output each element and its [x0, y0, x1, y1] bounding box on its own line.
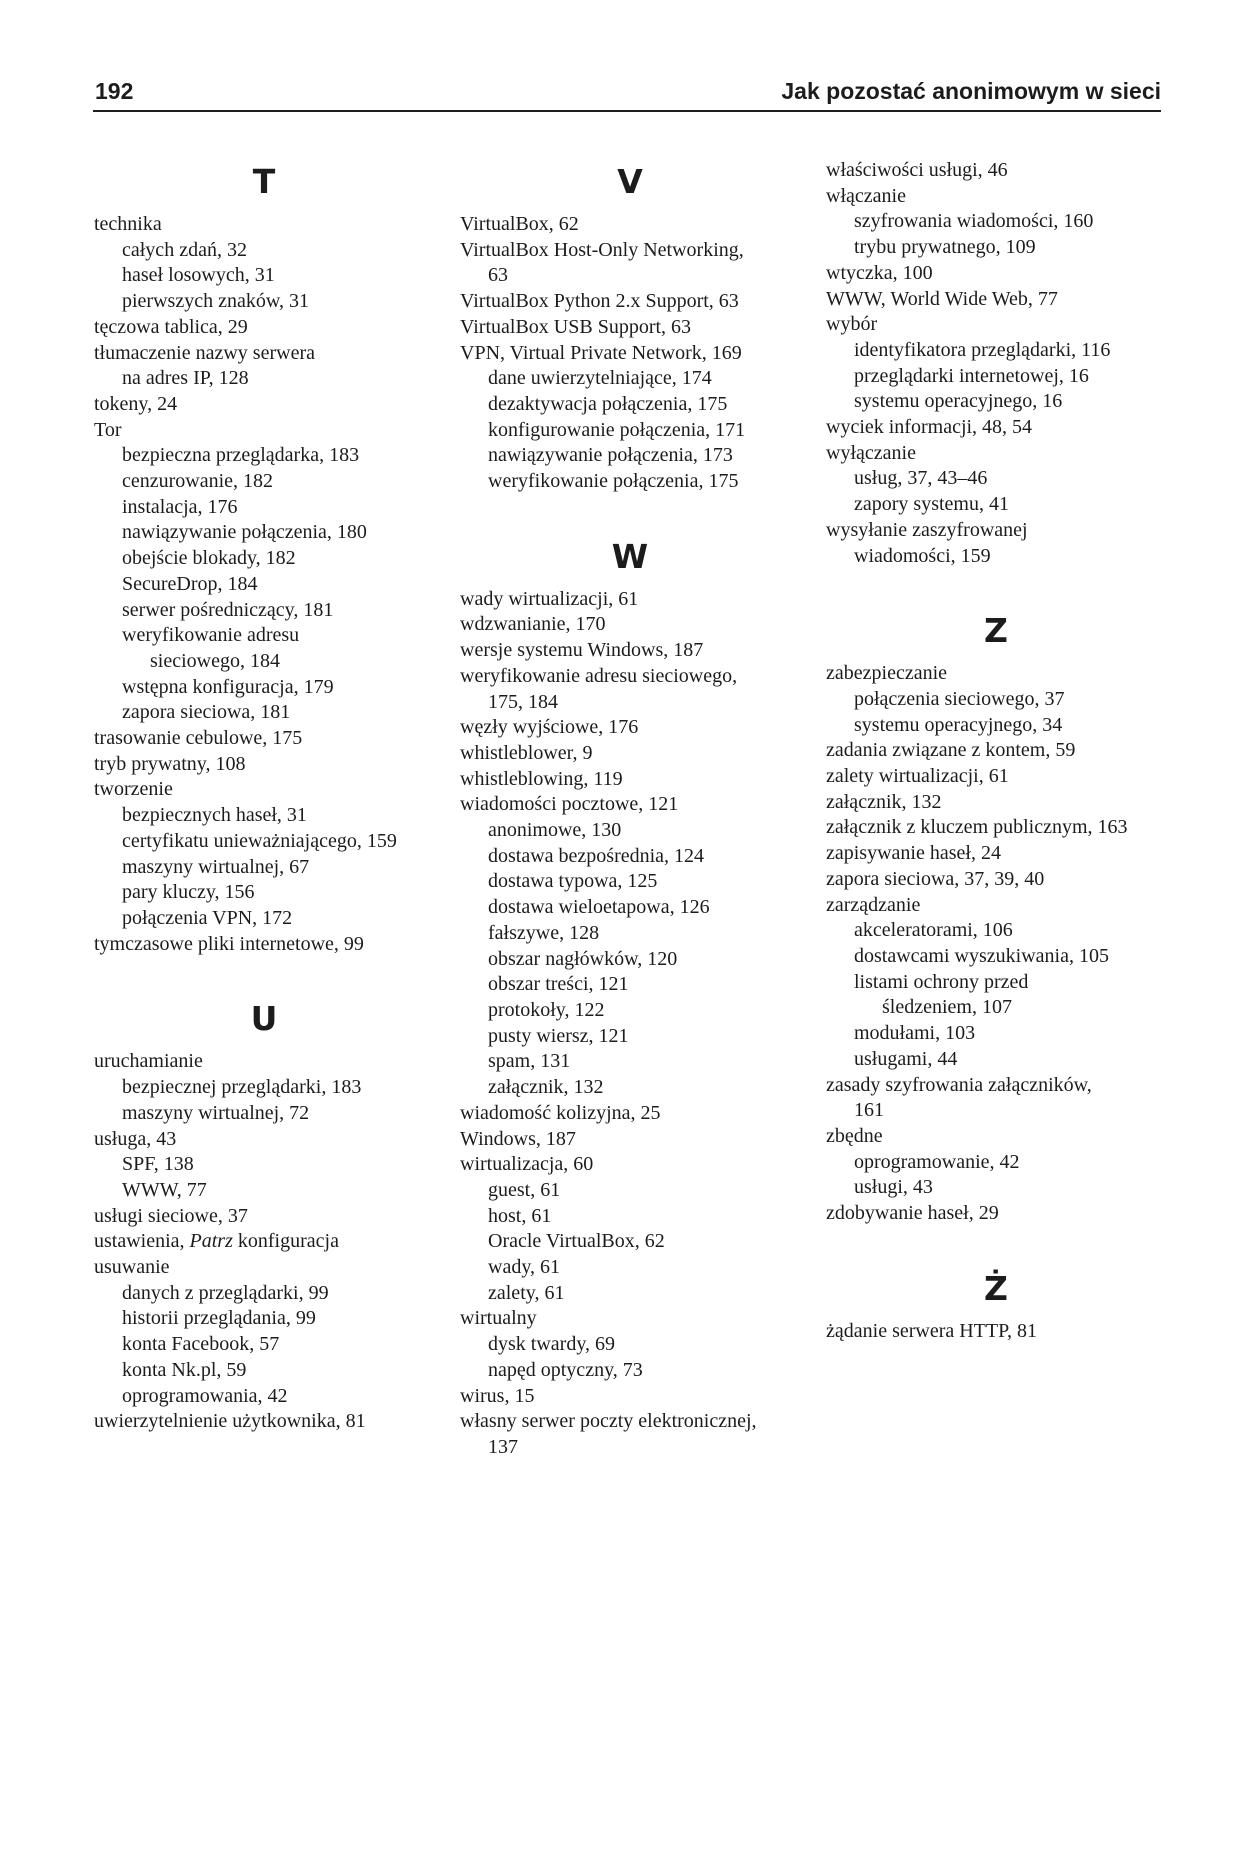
- index-subentry: SPF, 138: [122, 1153, 194, 1176]
- index-entry: wiadomości pocztowe, 121: [460, 793, 679, 816]
- index-entry: wady wirtualizacji, 61: [460, 587, 639, 610]
- index-subentry: systemu operacyjnego, 34: [854, 713, 1063, 736]
- index-subentry: identyfikatora przeglądarki, 116: [854, 338, 1111, 361]
- index-entry: wyłączanie: [826, 441, 916, 464]
- index-entry: tymczasowe pliki internetowe, 99: [94, 932, 364, 955]
- index-subentry: usług, 37, 43–46: [854, 467, 988, 490]
- index-subentry: pierwszych znaków, 31: [122, 290, 309, 313]
- index-subentry: konfigurowanie połączenia, 171: [488, 418, 746, 441]
- index-entry: technika: [94, 213, 162, 235]
- index-entry: zabezpieczanie: [826, 662, 948, 685]
- index-column-2: [460, 150, 800, 1461]
- index-subentry: 137: [488, 1435, 518, 1458]
- section-letter: Z: [984, 611, 1008, 651]
- index-subentry: nawiązywanie połączenia, 173: [488, 444, 733, 467]
- index-subentry: akceleratorami, 106: [854, 919, 1013, 942]
- index-subentry: spam, 131: [488, 1050, 571, 1073]
- index-subentry: zapora sieciowa, 181: [122, 701, 291, 724]
- cross-reference: Patrz: [189, 1230, 233, 1253]
- running-title: Jak pozostać anonimowym w sieci: [781, 78, 1161, 104]
- index-entry: VirtualBox Python 2.x Support, 63: [460, 290, 739, 313]
- index-entry: wirtualny: [460, 1307, 537, 1330]
- index-subentry: 161: [854, 1099, 884, 1122]
- index-entry: wirus, 15: [460, 1384, 535, 1407]
- index-subentry: trybu prywatnego, 109: [854, 236, 1036, 259]
- index-subentry: Oracle VirtualBox, 62: [488, 1230, 665, 1253]
- index-subentry: połączenia sieciowego, 37: [854, 687, 1065, 710]
- index-entry: whistleblowing, 119: [460, 767, 623, 790]
- index-subentry: SecureDrop, 184: [122, 572, 258, 595]
- index-subentry: pusty wiersz, 121: [488, 1024, 629, 1047]
- index-entry: zarządzanie: [826, 893, 921, 916]
- index-entry: tłumaczenie nazwy serwera: [94, 341, 315, 364]
- index-subentry: napęd optyczny, 73: [488, 1358, 643, 1381]
- index-subentry: anonimowe, 130: [488, 819, 622, 842]
- section-letter: V: [617, 162, 643, 201]
- index-subentry: systemu operacyjnego, 16: [854, 390, 1063, 413]
- index-subentry: maszyny wirtualnej, 67: [122, 855, 310, 878]
- index-subentry: dostawa wieloetapowa, 126: [488, 896, 710, 919]
- index-entry: wtyczka, 100: [826, 261, 933, 284]
- index-subentry: połączenia VPN, 172: [122, 906, 293, 929]
- index-entry: zadania związane z kontem, 59: [826, 739, 1076, 762]
- index-entry: zapisywanie haseł, 24: [826, 842, 1001, 865]
- index-entry: wdzwanianie, 170: [460, 613, 606, 636]
- index-subentry: bezpieczna przeglądarka, 183: [122, 444, 360, 467]
- index-subentry: bezpiecznych haseł, 31: [122, 804, 307, 827]
- entry-text: konfiguracja: [232, 1230, 339, 1253]
- index-subentry: dostawa typowa, 125: [488, 870, 658, 893]
- index-entry: whistleblower, 9: [460, 741, 593, 764]
- index-subentry: nawiązywanie połączenia, 180: [122, 521, 367, 544]
- index-entry: uruchamianie: [94, 1050, 203, 1073]
- index-entry: VirtualBox USB Support, 63: [460, 315, 692, 338]
- section-letter: T: [252, 162, 276, 201]
- index-subentry: weryfikowanie adresu: [122, 624, 300, 647]
- section-letter: W: [611, 536, 649, 576]
- index-entry: wersje systemu Windows, 187: [460, 639, 704, 662]
- index-entry: własny serwer poczty elektronicznej,: [460, 1410, 757, 1433]
- index-entry: uwierzytelnienie użytkownika, 81: [94, 1410, 366, 1433]
- index-subentry: dezaktywacja połączenia, 175: [488, 392, 728, 415]
- index-subentry: obejście blokady, 182: [122, 547, 296, 570]
- index-entry: WWW, World Wide Web, 77: [826, 287, 1058, 310]
- index-subentry: pary kluczy, 156: [122, 881, 255, 904]
- index-subentry: wady, 61: [488, 1256, 561, 1279]
- index-subentry: protokoły, 122: [488, 998, 605, 1021]
- section-letter: Ż: [984, 1268, 1008, 1308]
- index-entry: Tor: [94, 418, 122, 441]
- index-subentry: WWW, 77: [122, 1178, 207, 1201]
- index-entry: wybór: [826, 313, 878, 336]
- index-entry: właściwości usługi, 46: [826, 159, 1008, 181]
- index-subentry: host, 61: [488, 1204, 552, 1227]
- entry-text: ustawienia,: [94, 1230, 190, 1253]
- index-subentry: danych z przeglądarki, 99: [122, 1281, 329, 1304]
- index-subentry: certyfikatu unieważniającego, 159: [122, 829, 397, 852]
- index-subentry: 63: [488, 264, 508, 287]
- index-subentry: oprogramowania, 42: [122, 1384, 288, 1407]
- index-entry: załącznik z kluczem publicznym, 163: [826, 816, 1128, 839]
- index-entry: zalety wirtualizacji, 61: [826, 765, 1009, 788]
- index-entry: żądanie serwera HTTP, 81: [826, 1319, 1038, 1342]
- index-entry: zbędne: [826, 1124, 883, 1147]
- index-entry: zasady szyfrowania załączników,: [826, 1073, 1092, 1096]
- index-subentry: instalacja, 176: [122, 495, 238, 518]
- index-entry: weryfikowanie adresu sieciowego,: [460, 664, 738, 687]
- index-subentry: usługami, 44: [854, 1047, 958, 1070]
- index-entry: załącznik, 132: [826, 790, 942, 813]
- index-subentry: fałszywe, 128: [488, 921, 600, 944]
- index-subentry: dostawa bezpośrednia, 124: [488, 844, 705, 867]
- index-subentry: zapory systemu, 41: [854, 493, 1009, 516]
- index-entry: usuwanie: [94, 1256, 170, 1279]
- index-entry: wirtualizacja, 60: [460, 1153, 594, 1176]
- section-letter: U: [250, 999, 278, 1039]
- index-subentry: maszyny wirtualnej, 72: [122, 1101, 310, 1124]
- index-subentry: modułami, 103: [854, 1022, 976, 1045]
- index-entry: włączanie: [826, 184, 906, 207]
- index-entry: węzły wyjściowe, 176: [460, 716, 639, 739]
- index-subentry: przeglądarki internetowej, 16: [854, 364, 1089, 387]
- index-entry: VPN, Virtual Private Network, 169: [460, 341, 742, 364]
- index-subentry: śledzeniem, 107: [882, 996, 1012, 1019]
- index-subentry: bezpiecznej przeglądarki, 183: [122, 1076, 362, 1099]
- index-subentry: serwer pośredniczący, 181: [122, 598, 334, 621]
- index-entry: VirtualBox Host-Only Networking,: [460, 238, 744, 261]
- index-subentry: sieciowego, 184: [150, 649, 280, 672]
- index-entry: wyciek informacji, 48, 54: [826, 416, 1033, 439]
- index-subentry: usługi, 43: [854, 1176, 933, 1199]
- running-header: [93, 74, 1161, 112]
- index-subentry: obszar nagłówków, 120: [488, 947, 678, 970]
- index-entry: trasowanie cebulowe, 175: [94, 727, 303, 750]
- index-entry: VirtualBox, 62: [460, 213, 579, 235]
- index-subentry: konta Nk.pl, 59: [122, 1358, 247, 1381]
- index-subentry: weryfikowanie połączenia, 175: [488, 470, 739, 493]
- index-subentry: cenzurowanie, 182: [122, 470, 274, 493]
- index-entry: tęczowa tablica, 29: [94, 315, 248, 338]
- index-subentry: całych zdań, 32: [122, 238, 247, 261]
- index-subentry: haseł losowych, 31: [122, 264, 275, 287]
- index-entry: wiadomość kolizyjna, 25: [460, 1101, 661, 1124]
- index-subentry: obszar treści, 121: [488, 973, 629, 996]
- index-entry: Windows, 187: [460, 1127, 576, 1150]
- index-entry: zdobywanie haseł, 29: [826, 1202, 999, 1225]
- index-entry: tryb prywatny, 108: [94, 752, 246, 775]
- index-subentry: konta Facebook, 57: [122, 1333, 280, 1356]
- index-subentry: wiadomości, 159: [854, 544, 991, 567]
- page-number: 192: [95, 78, 134, 104]
- index-entry: [94, 1229, 434, 1255]
- index-entry: tworzenie: [94, 778, 173, 801]
- index-subentry: zalety, 61: [488, 1281, 565, 1304]
- index-entry: tokeny, 24: [94, 392, 178, 415]
- index-subentry: dostawcami wyszukiwania, 105: [854, 944, 1109, 967]
- index-subentry: dane uwierzytelniające, 174: [488, 367, 712, 390]
- index-subentry: załącznik, 132: [488, 1076, 604, 1099]
- index-subentry: 175, 184: [488, 690, 558, 713]
- index-subentry: listami ochrony przed: [854, 970, 1029, 993]
- index-subentry: na adres IP, 128: [122, 367, 249, 390]
- index-subentry: szyfrowania wiadomości, 160: [854, 210, 1094, 233]
- index-subentry: wstępna konfiguracja, 179: [122, 675, 334, 698]
- index-entry: usługi sieciowe, 37: [94, 1204, 248, 1227]
- index-entry: usługa, 43: [94, 1127, 177, 1150]
- index-subentry: historii przeglądania, 99: [122, 1307, 316, 1330]
- index-subentry: dysk twardy, 69: [488, 1333, 616, 1356]
- index-subentry: guest, 61: [488, 1178, 561, 1201]
- index-subentry: oprogramowanie, 42: [854, 1150, 1020, 1173]
- index-entry: wysyłanie zaszyfrowanej: [826, 518, 1028, 541]
- index-entry: zapora sieciowa, 37, 39, 40: [826, 867, 1045, 890]
- index-column-1: [94, 150, 434, 1435]
- index-column-3: [826, 158, 1166, 1344]
